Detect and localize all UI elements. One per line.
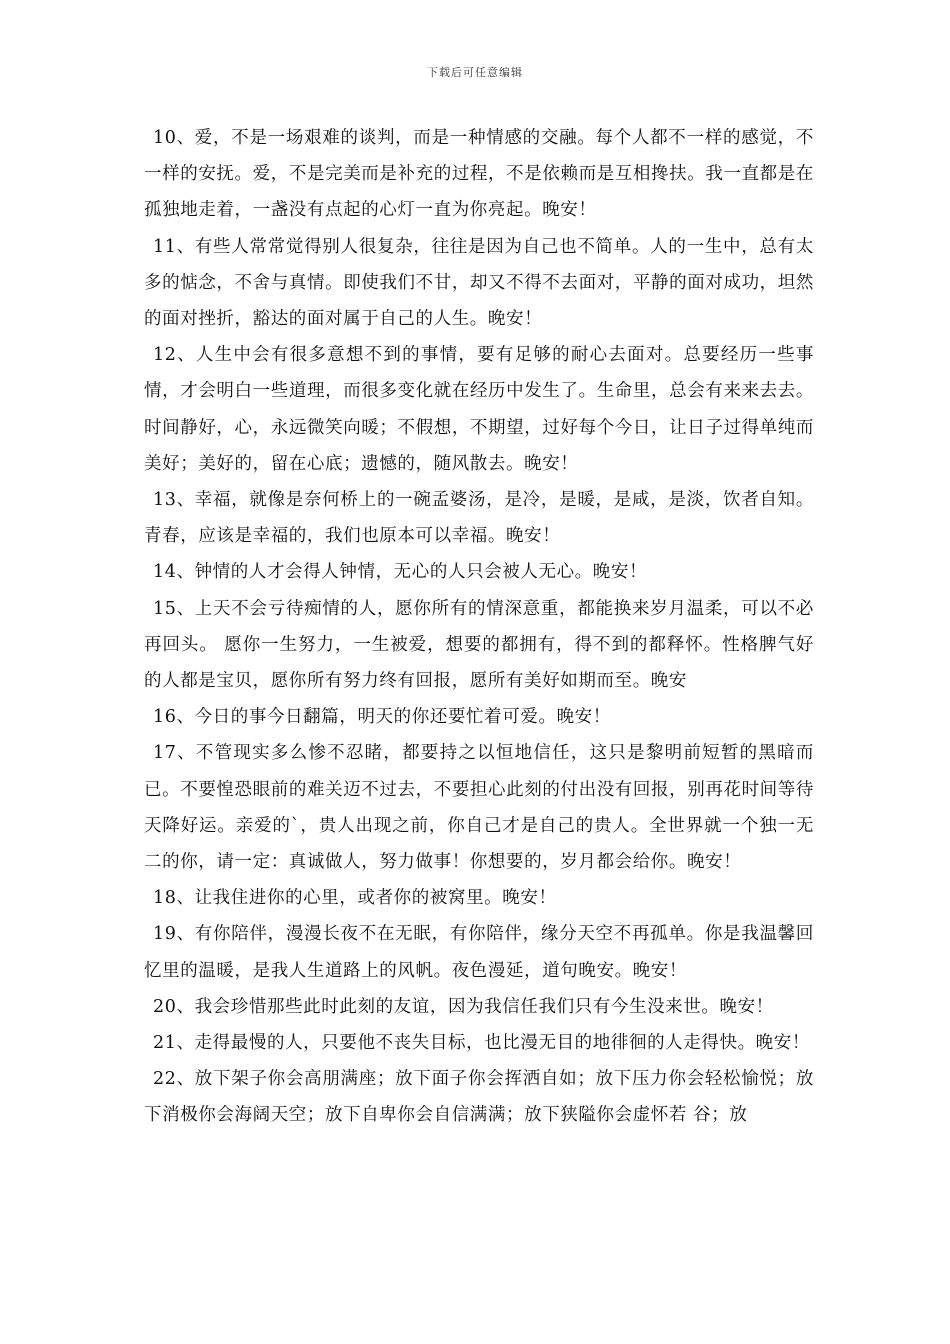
paragraph: 10、爱，不是一场艰难的谈判，而是一种情感的交融。每个人都不一样的感觉，不一样的安抚。爱，不是完美而是补充的过程，不是依赖而是互相搀扶。我一直都是在孤独地走着，一盏没有点起的心灯一直为你亮起。晚安！ <box>144 128 814 221</box>
paragraph: 19、有你陪伴，漫漫长夜不在无眠，有你陪伴，缘分天空不再孤单。你是我温馨回忆里的温暖，是我人生道路上的风帆。夜色漫延，道句晚安。晚安！ <box>144 924 814 981</box>
paragraph: 16、今日的事今日翻篇，明天的你还要忙着可爱。晚安！ <box>153 707 611 728</box>
paragraph: 14、钟情的人才会得人钟情，无心的人只会被人无心。晚安！ <box>153 562 648 583</box>
paragraph: 18、让我住进你的心里，或者你的被窝里。晚安！ <box>153 888 557 909</box>
paragraph: 15、上天不会亏待痴情的人，愿你所有的情深意重，都能换来岁月温柔，可以不必再回头。 愿你一生努力，一生被爱，想要的都拥有，得不到的都释怀。性格脾气好的人都是宝贝，愿你所有努力终有回报，愿所有美好如期而至。晚安 <box>144 598 814 692</box>
paragraph: 17、不管现实多么惨不忍睹，都要持之以恒地信任，这只是黎明前短暂的黑暗而已。不要惶恐眼前的难关迈不过去，不要担心此刻的付出没有回报，别再花时间等待天降好运。亲爱的`，贵人出现之前，你自己才是自己的贵人。全世界就一个独一无二的你，请一定：真诚做人，努力做事！你想要的，岁月都会给你。晚安！ <box>144 743 814 873</box>
paragraph: 11、有些人常常觉得别人很复杂，往往是因为自己也不简单。人的一生中，总有太多的惦念，不舍与真情。即使我们不甘，却又不得不去面对，平静的面对成功，坦然的面对挫折，豁达的面对属于自己的人生。晚安！ <box>144 236 814 330</box>
body-text <box>144 120 814 1134</box>
paragraph: 12、人生中会有很多意想不到的事情，要有足够的耐心去面对。总要经历一些事情，才会明白一些道理，而很多变化就在经历中发生了。生命里，总会有来来去去。时间静好，心，永远微笑向暖；不假想，不期望，过好每个今日，让日子过得单纯而美好；美好的，留在心底；遗憾的，随风散去。晚安！ <box>144 345 814 474</box>
paragraph: 22、放下架子你会高朋满座；放下面子你会挥洒自如；放下压力你会轻松愉悦；放下消极你会海阔天空；放下自卑你会自信满满；放下狭隘你会虚怀若 谷；放 <box>144 1069 814 1126</box>
paragraph: 21、走得最慢的人，只要他不丧失目标，也比漫无目的地徘徊的人走得快。晚安！ <box>153 1033 810 1054</box>
paragraph: 20、我会珍惜那些此时此刻的友谊，因为我信任我们只有今生没来世。晚安！ <box>153 996 774 1017</box>
paragraph: 13、幸福，就像是奈何桥上的一碗孟婆汤，是冷，是暖，是咸，是淡，饮者自知。青春，应该是幸福的，我们也原本可以幸福。晚安！ <box>144 490 814 547</box>
page-header: 下载后可任意编辑 <box>427 66 523 79</box>
